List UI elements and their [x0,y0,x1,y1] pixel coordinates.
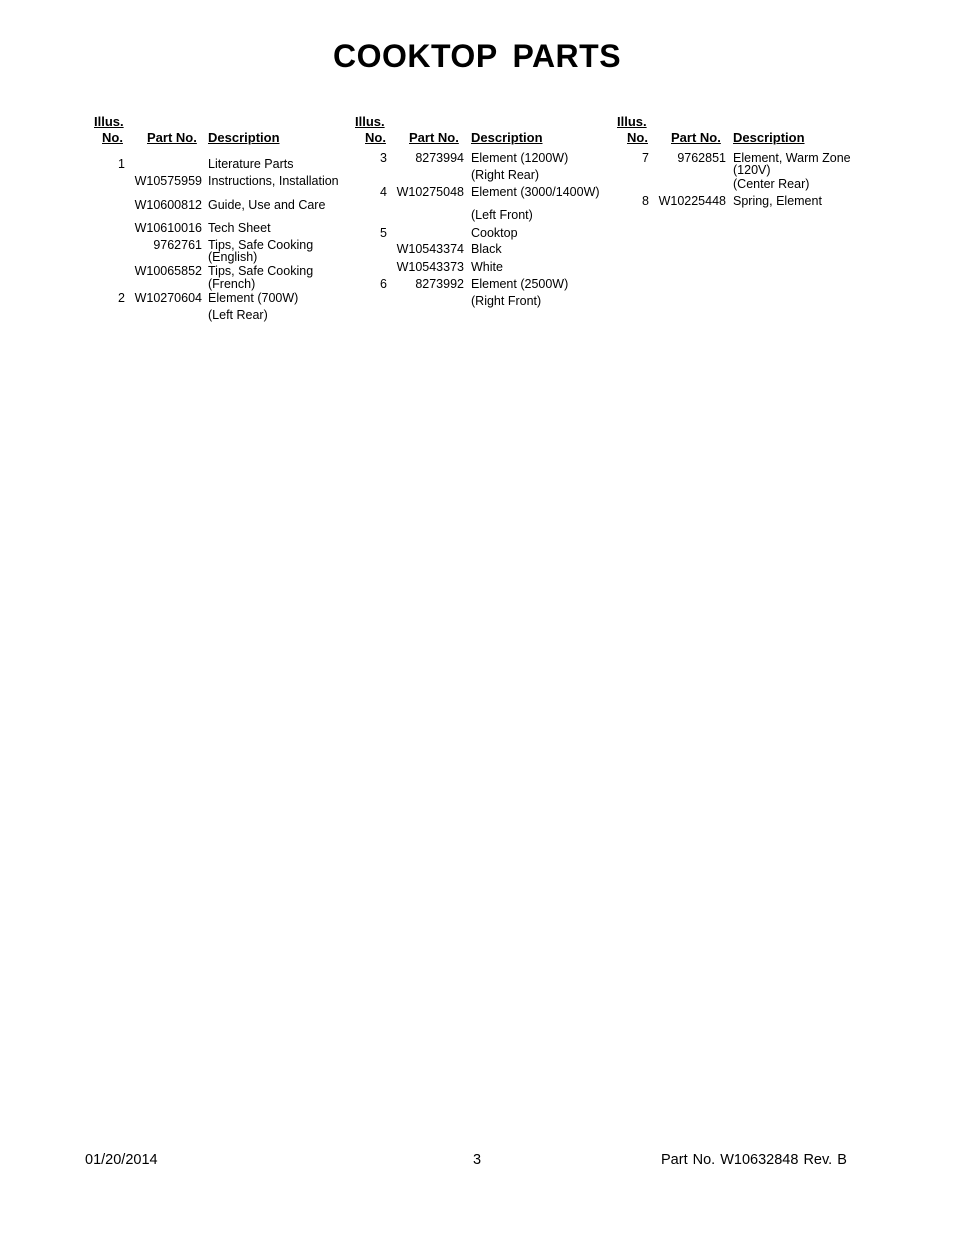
description-header: Description [471,130,543,145]
part-no: W10575959 [134,174,202,188]
part-no-header: Part No. [147,130,197,145]
description: (120V) [733,163,771,177]
description-header: Description [208,130,280,145]
description: Spring, Element [733,194,822,208]
part-no: W10275048 [396,185,464,199]
illus-header-line2: No. [102,130,123,145]
description: (Left Rear) [208,308,268,322]
description: Element (700W) [208,291,299,305]
description: Cooktop [471,226,518,240]
illus-header-line2: No. [365,130,386,145]
description: Element (1200W) [471,151,569,165]
part-no-header: Part No. [671,130,721,145]
illus-no: 4 [380,185,387,199]
part-no: 8273994 [415,151,464,165]
illus-no: 7 [642,151,649,165]
illus-no: 8 [642,194,649,208]
part-no: W10543374 [396,242,464,256]
part-no: W10065852 [134,264,202,278]
illus-header-line1: Illus. [617,114,647,129]
description: Tips, Safe Cooking [208,264,314,278]
description: Guide, Use and Care [208,198,326,212]
footer-date: 01/20/2014 [85,1152,158,1168]
description-header: Description [733,130,805,145]
part-no: W10225448 [658,194,726,208]
illus-header-line2: No. [627,130,648,145]
illus-no: 1 [118,157,125,171]
description: Element, Warm Zone [733,151,851,165]
illus-header-line1: Illus. [94,114,124,129]
illus-header-line1: Illus. [355,114,385,129]
part-no: 8273992 [415,277,464,291]
part-no: 9762761 [153,238,202,252]
description: (Left Front) [471,208,533,222]
part-no: 9762851 [677,151,726,165]
description: Element (3000/1400W) [471,185,600,199]
description: Black [471,242,502,256]
illus-no: 3 [380,151,387,165]
description: (Right Rear) [471,168,540,182]
part-no: W10270604 [134,291,202,305]
description: White [471,260,503,274]
description: Instructions, Installation [208,174,339,188]
description: Tips, Safe Cooking [208,238,314,252]
description: Element (2500W) [471,277,569,291]
illus-no: 6 [380,277,387,291]
description: Literature Parts [208,157,294,171]
part-no: W10600812 [134,198,202,212]
footer-part-number: Part No. W10632848 Rev. B [661,1152,847,1168]
description: Tech Sheet [208,221,271,235]
footer-page-number: 3 [473,1152,482,1168]
illus-no: 5 [380,226,387,240]
illus-no: 2 [118,291,125,305]
description: (Center Rear) [733,177,810,191]
part-no: W10543373 [396,260,464,274]
part-no-header: Part No. [409,130,459,145]
description: (French) [208,277,256,291]
description: (Right Front) [471,294,542,308]
page-title: COOKTOP PARTS [332,38,622,74]
description: (English) [208,250,258,264]
part-no: W10610016 [134,221,202,235]
